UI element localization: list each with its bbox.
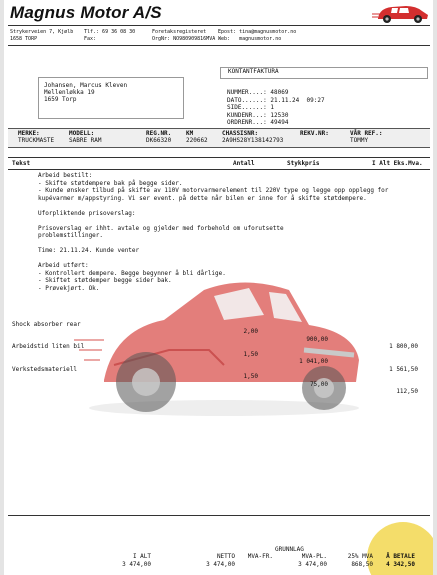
meta-page: SIDE......: 1	[227, 104, 274, 111]
total-mva-label: 25% MVA	[347, 553, 373, 560]
col-header-unit-price: Stykkpris	[287, 160, 320, 167]
company-phone: Tlf.: 69 36 08 30 Fax:	[84, 29, 136, 42]
company-address: Strykerveien 7, Kjølb 1658 TORP	[10, 29, 74, 42]
columns-divider-bottom	[8, 169, 430, 170]
line-item: Arbeidstid liten bil 1,50 1 041,00 1 561,50	[12, 343, 418, 373]
invoice-type: KONTANTFAKTURA	[228, 68, 279, 75]
vehicle-header-make: MERKE:	[18, 130, 40, 137]
col-header-total: I Alt Eks.Mva.	[372, 160, 423, 167]
vehicle-regnr: DK66320	[146, 137, 172, 144]
line-items	[12, 298, 428, 395]
total-betale-value: 4 342,50	[386, 561, 415, 568]
header-divider-bottom	[8, 45, 430, 46]
total-betale-label: Å BETALE	[386, 553, 415, 560]
header-divider-top	[8, 25, 430, 26]
company-registry: Foretaksregisteret OrgNr: NO980909816MVA	[152, 29, 216, 42]
columns-divider-top	[8, 157, 430, 158]
meta-number: NUMMER....: 48069	[227, 89, 289, 96]
total-mvafr-label: MVA-FR.	[247, 553, 273, 560]
vehicle-make: TRUCKMASTE	[18, 137, 55, 144]
total-netto-value: 3 474,00	[206, 561, 235, 568]
meta-customer-no: KUNDENR...: 12530	[227, 111, 289, 119]
company-contact: Epost: tina@magnusmotor.no Web: magnusmotor.no	[218, 29, 297, 42]
total-mvapl-value: 3 474,00	[298, 561, 327, 568]
customer-street: Mellenløkka 19	[44, 89, 95, 96]
invoice-page	[4, 0, 433, 575]
vehicle-header-chassis: CHASSISNR:	[222, 130, 259, 137]
totals-grunnlag-label: GRUNNLAG	[275, 546, 304, 553]
vehicle-ref: TOMMY	[350, 137, 369, 144]
col-header-text: Tekst	[12, 160, 31, 167]
meta-order-no: ORDRENR...: 49494	[227, 119, 289, 126]
line-item: Shock absorber rear 2,00 900,00 1 800,00	[12, 320, 418, 350]
vehicle-header-regnr: REG.NR.	[146, 130, 172, 137]
vehicle-chassis: 2A9HS28Y138142793	[222, 137, 284, 144]
work-description: Arbeid bestilt: - Skifte støtdempere bak på begge sider. - Kunde ønsker tilbud på skifte av 110V motorvarmerelement til 220V type og legge opp opplegg for kupévarmer m/appstyring. Vi ser event. på dette når bilen er inne for å skifte støtdempere. Uforpliktende prisoverslag: Prisoverslag er ihht. avtale og gjelder med forbehold om uforutsette problemstillinger. Time: 21.11.24. Kunde venter Arbeid utført: - Kontrollert dempere. Begge begynner å bli dårlige. - Skiftet støtdemper begge sider bak. - Prøvekjørt. Ok.	[38, 172, 389, 292]
customer-city: 1659 Torp	[44, 96, 77, 103]
col-header-quantity: Antall	[233, 160, 255, 167]
total-ialt-label: I ALT	[132, 553, 151, 560]
line-item: Verkstedsmateriell 1,50 75,00 112,50	[12, 365, 418, 395]
total-ialt-value: 3 474,00	[122, 561, 151, 568]
totals-divider	[8, 515, 430, 516]
vehicle-km: 220662	[186, 137, 208, 144]
vehicle-header-ref: VÅR REF.:	[350, 130, 383, 137]
invoice-meta	[227, 89, 325, 127]
total-mvapl-label: MVA-PL.	[301, 553, 327, 560]
company-name: Magnus Motor A/S	[10, 3, 162, 22]
meta-date: DATO......: 21.11.24 09:27	[227, 96, 325, 104]
vehicle-model: SABRE RAM	[69, 137, 102, 144]
total-netto-label: NETTO	[216, 553, 235, 560]
vehicle-header-model: MODELL:	[69, 130, 95, 137]
total-mva-value: 868,50	[351, 561, 373, 568]
car-logo-icon	[372, 2, 430, 24]
vehicle-header-km: KM	[186, 130, 194, 137]
customer-name: Johansen, Marcus Kleven	[44, 82, 128, 89]
vehicle-header-rekvnr: REKV.NR:	[300, 130, 329, 137]
